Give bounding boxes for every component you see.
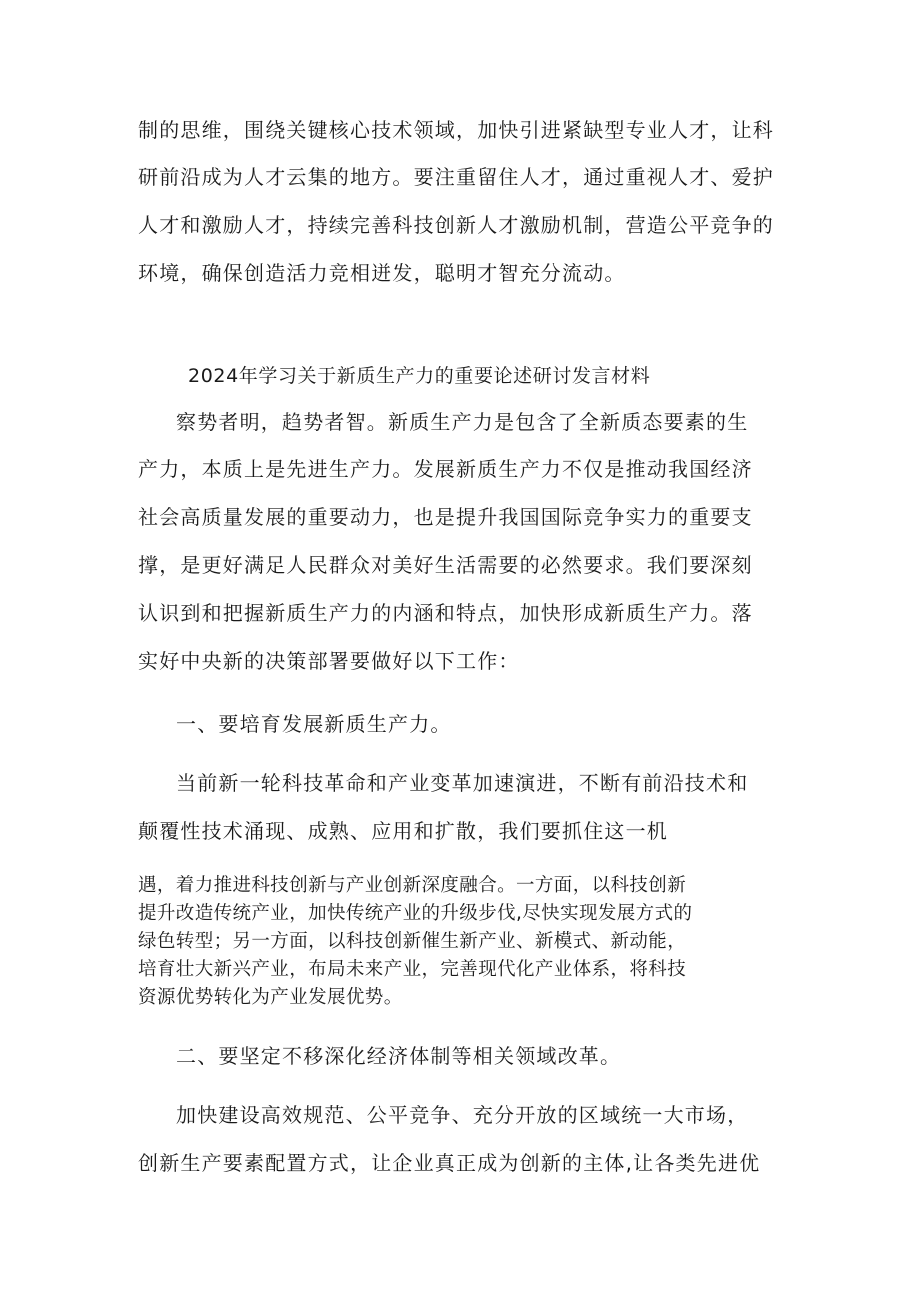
paragraph-line: 当前新一轮科技革命和产业变革加速演进，不断有前沿技术和 [176, 771, 749, 795]
paragraph-line: 遇，着力推进科技创新与产业创新深度融合。一方面，以科技创新 [138, 875, 687, 896]
paragraph-line: 制的思维，围绕关键核心技术领域，加快引进紧缺型专业人才，让科 [138, 118, 774, 142]
paragraph-line: 社会高质量发展的重要动力，也是提升我国国际竞争实力的重要支 [138, 505, 753, 529]
paragraph-line: 人才和激励人才，持续完善科技创新人才激励机制，营造公平竞争的 [138, 213, 774, 237]
section-heading-2: 二、要坚定不移深化经济体制等相关领域改革。 [176, 1044, 622, 1068]
document-title: 2024年学习关于新质生产力的重要论述研讨发言材料 [188, 365, 651, 387]
paragraph-line: 颠覆性技术涌现、成熟、应用和扩散，我们要抓住这一机 [138, 819, 668, 843]
paragraph-line: 培育壮大新兴产业，布局未来产业，完善现代化产业体系，将科技 [138, 959, 687, 980]
paragraph-line: 环境，确保创造活力竞相迸发，聪明才智充分流动。 [138, 261, 626, 285]
paragraph-line: 实好中央新的决策部署要做好以下工作： [138, 649, 520, 673]
paragraph-line: 察势者明，趋势者智。新质生产力是包含了全新质态要素的生 [176, 410, 749, 434]
paragraph-line: 资源优势转化为产业发展优势。 [138, 987, 403, 1008]
paragraph-line: 撑，是更好满足人民群众对美好生活需要的必然要求。我们要深刻 [138, 553, 753, 577]
paragraph-line: 认识到和把握新质生产力的内涵和特点，加快形成新质生产力。落 [138, 601, 753, 625]
paragraph-line: 产力，本质上是先进生产力。发展新质生产力不仅是推动我国经济 [138, 457, 753, 481]
paragraph-line: 加快建设高效规范、公平竞争、充分开放的区域统一大市场， [176, 1103, 749, 1127]
paragraph-line: 绿色转型；另一方面，以科技创新催生新产业、新模式、新动能， [138, 931, 687, 952]
paragraph-line: 创新生产要素配置方式，让企业真正成为创新的主体,让各类先进优 [138, 1151, 761, 1175]
paragraph-line: 研前沿成为人才云集的地方。要注重留住人才，通过重视人才、爱护 [138, 165, 774, 189]
paragraph-line: 提升改造传统产业，加快传统产业的升级步伐,尽快实现发展方式的 [138, 903, 693, 924]
section-heading-1: 一、要培育发展新质生产力。 [176, 712, 452, 736]
